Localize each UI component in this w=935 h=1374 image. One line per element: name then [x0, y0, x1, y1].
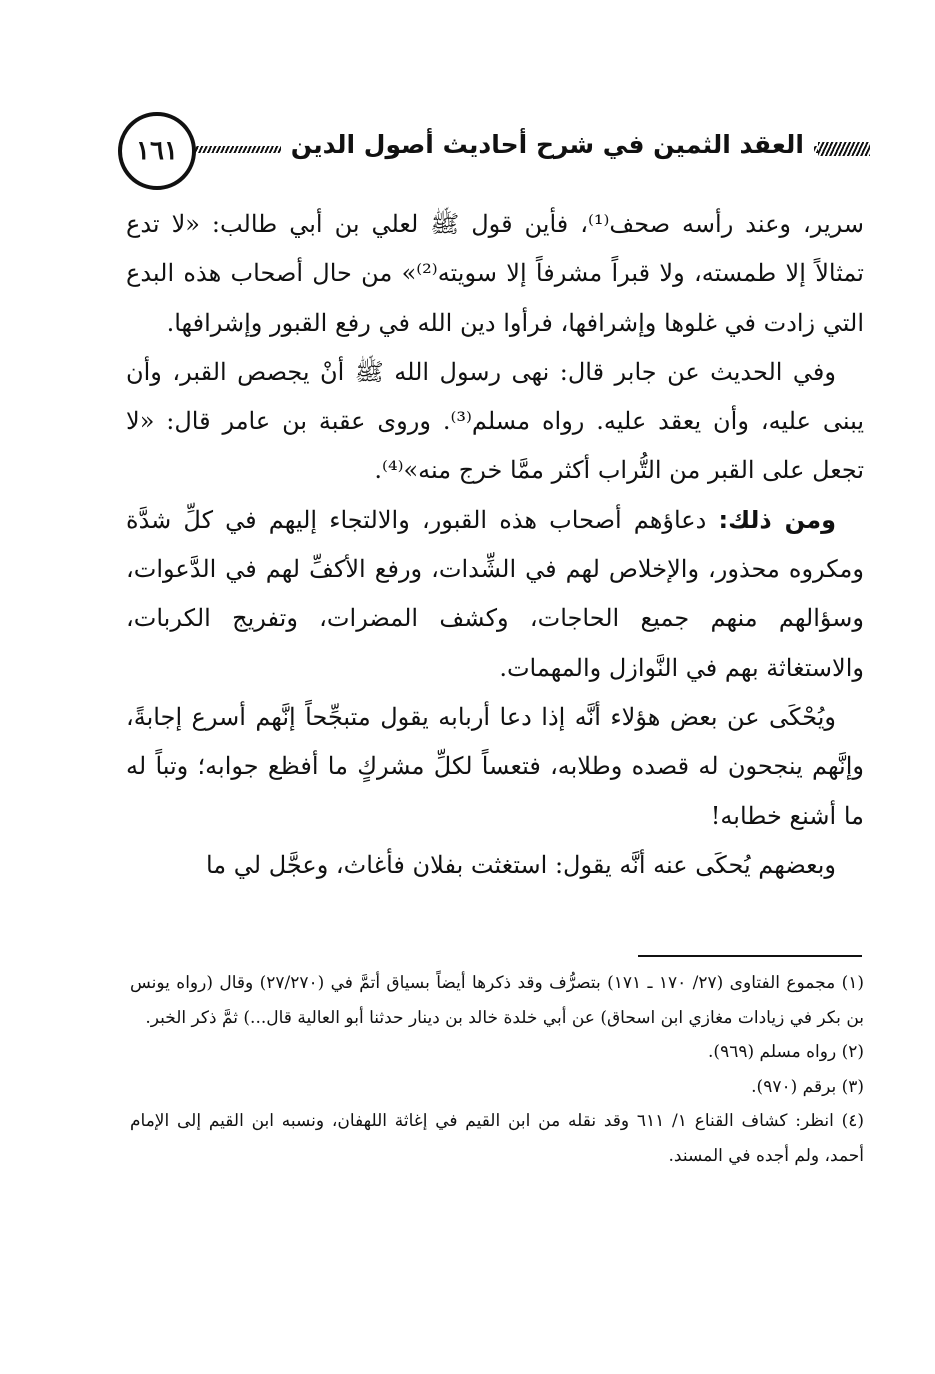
- footnote-3: (٣) برقم (٩٧٠).: [751, 1076, 864, 1097]
- footnote-1: (١) مجموع الفتاوى (٢٧/ ١٧٠ ـ ١٧١) بتصرُّف وقد ذكرها أيضاً بسياق أتمَّ في (٢٧/٢٧٠) وقال (رواه يونس بن بكر في زيادات مغازي ابن اسحاق) عن أبي خلدة خالد بن دينار حدثنا أبو العالية قال...) ثمَّ ذكر الخبر.: [130, 973, 864, 1028]
- footnote-separator: [638, 955, 862, 957]
- paragraph-4: ويُحْكَى عن بعض هؤلاء أنَّه إذا دعا أربابه يقول متبجِّحاً إنَّهم أسرع إجابةً، وإنَّهم ينجحون له قصده وطلابه، فتعساً لكلِّ مشركٍ ما أفظع جوابه؛ وتباً له ما أشنع خطابه!: [126, 702, 864, 830]
- paragraph-5: وبعضهم يُحكَى عنه أنَّه يقول: استغثت بفلان فأغاث، وعجَّل لي ما: [205, 850, 836, 879]
- running-header: [118, 112, 870, 192]
- footnotes: [130, 966, 864, 1173]
- paragraph-2: وفي الحديث عن جابر قال: نهى رسول الله ﷺ أنْ يجصص القبر، وأن يبنى عليه، وأن يعقد عليه. رواه مسلم⁽³⁾. وروى عقبة بن عامر قال: «لا تجعل على القبر من التُّراب أكثر ممَّا خرج منه»⁽⁴⁾.: [126, 357, 864, 485]
- main-text: [126, 200, 864, 890]
- book-title: العقد الثمين في شرح أحاديث أصول الدين: [281, 130, 814, 159]
- footnote-4: (٤) انظر: كشاف القناع ١/ ٦١١ وقد نقله من ابن القيم في إغاثة اللهفان، ونسبه ابن القيم إلى الإمام أحمد، ولم أجده في المسند.: [130, 1111, 864, 1166]
- paragraph-1: سرير، وعند رأسه صحف⁽¹⁾، فأين قول ﷺ لعلي بن أبي طالب: «لا تدع تمثالاً إلا طمسته، ولا قبراً مشرفاً إلا سويته⁽²⁾» من حال أصحاب هذه البدع التي زادت في غلوها وإشرافها، فرأوا دين الله في رفع القبور وإشرافها.: [126, 210, 864, 337]
- footnote-2: (٢) رواه مسلم (٩٦٩).: [708, 1042, 864, 1062]
- page-number: ١٦١: [118, 112, 196, 190]
- paragraph-3-lead: ومن ذلك:: [718, 505, 836, 534]
- paragraph-3-text: دعاؤهم أصحاب هذه القبور، والالتجاء إليهم في كلِّ شدَّة ومكروه محذور، والإخلاص لهم في الشِّدات، ورفع الأكفِّ لهم في الدَّعوات، وسؤالهم منهم جميع الحاجات، وكشف المضرات، وتفريج الكربات، والاستغاثة بهم في النَّوازل والمهمات.: [126, 505, 865, 682]
- paragraph-3: [126, 496, 864, 693]
- header-ornament: [818, 142, 870, 156]
